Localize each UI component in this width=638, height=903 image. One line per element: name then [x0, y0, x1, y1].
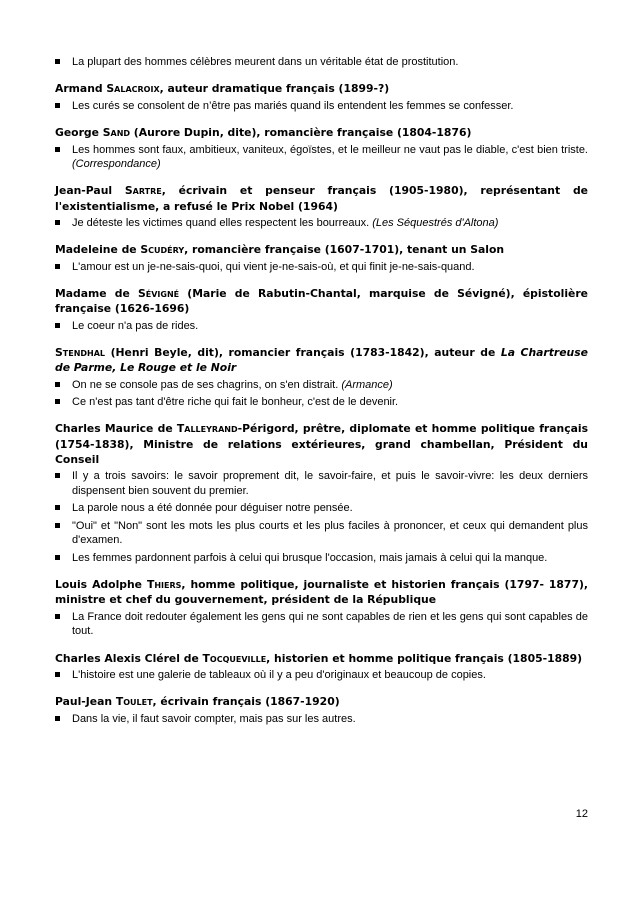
quote-text: La plupart des hommes célèbres meurent dans un véritable état de prostitution.	[72, 56, 459, 68]
heading-segment: Louis Adolphe T	[55, 578, 155, 592]
author-entry-tocqueville	[55, 651, 588, 683]
heading-segment: tendhal	[62, 346, 106, 360]
square-bullet-icon	[55, 382, 60, 387]
document-page	[55, 55, 588, 738]
heading-segment: alleyrand	[184, 422, 238, 436]
author-heading	[55, 286, 588, 316]
quote-text: Le coeur n'a pas de rides.	[72, 319, 199, 332]
quote-text: Je déteste les victimes quand elles respectent les bourreaux.	[72, 217, 373, 230]
heading-segment: -Périgord, prêtre, diplomate et homme politique français (1754-1838), Ministre de relations extérieures, grand chambellan, Président du Conseil	[55, 422, 589, 466]
quote-source: (Correspondance)	[72, 158, 161, 171]
heading-segment: ocqueville	[209, 651, 267, 665]
square-bullet-icon	[55, 59, 60, 64]
heading-segment: La Chartreuse de Parme, Le Rouge et le Noir	[55, 346, 588, 375]
square-bullet-icon	[55, 523, 60, 528]
quote-text: Les femmes pardonnent parfois à celui qui brusque l'occasion, mais jamais à celui qui la manque.	[72, 551, 548, 564]
quote-item	[55, 469, 588, 498]
heading-segment: , écrivain français (1867-1920)	[152, 695, 340, 709]
author-heading	[55, 577, 588, 607]
heading-segment: Armand S	[55, 82, 115, 96]
quote-text: Les hommes sont faux, ambitieux, vaniteux, égoïstes, et le meilleur ne vaut pas le diable, c'est bien triste.	[72, 143, 588, 156]
heading-segment: and	[110, 125, 131, 139]
square-bullet-icon	[55, 323, 60, 328]
heading-segment: Charles Maurice de T	[55, 422, 185, 436]
author-entry-sand	[55, 125, 588, 172]
heading-segment: (Henri Beyle, dit), romancier français (1783-1842), auteur de	[105, 346, 501, 360]
square-bullet-icon	[55, 505, 60, 510]
heading-segment: Charles Alexis Clérel de T	[55, 651, 210, 665]
page-number: 12	[575, 808, 588, 820]
quote-source: (Les Séquestrés d'Altona)	[372, 217, 499, 230]
quote-item	[55, 260, 588, 275]
square-bullet-icon	[55, 147, 60, 152]
quote-item	[55, 610, 588, 639]
square-bullet-icon	[55, 614, 60, 619]
quote-item	[55, 99, 588, 114]
quote-item	[55, 378, 588, 393]
author-heading	[55, 345, 588, 375]
author-entry-prev	[55, 55, 588, 70]
heading-segment: S	[55, 346, 63, 360]
quote-item	[55, 551, 588, 566]
author-entry-sevigne	[55, 286, 588, 333]
author-heading	[55, 81, 588, 96]
heading-segment: (Marie de Rabutin-Chantal, marquise de Sévigné), épistolière française (1626-1696)	[55, 287, 588, 316]
square-bullet-icon	[55, 399, 60, 404]
heading-segment: artre	[132, 184, 162, 198]
author-entry-stendhal	[55, 345, 588, 410]
author-heading	[55, 651, 588, 666]
heading-segment: , homme politique, journaliste et historien français (1797- 1877), ministre et chef du gouvernement, président de la République	[55, 578, 588, 607]
heading-segment: Jean-Paul S	[55, 184, 133, 198]
author-heading	[55, 183, 588, 213]
heading-segment: , romancière française (1607-1701), tenant un Salon	[184, 243, 505, 257]
quote-item	[55, 55, 588, 70]
author-entry-talleyrand	[55, 421, 588, 565]
quote-item	[55, 501, 588, 516]
author-heading	[55, 421, 588, 467]
square-bullet-icon	[55, 103, 60, 108]
author-entry-salacroix	[55, 81, 588, 113]
quote-item	[55, 319, 588, 334]
quote-text: Il y a trois savoirs: le savoir proprement dit, le savoir-faire, et puis le savoir-vivre: les deux derniers dispensent bien souvent du premier.	[72, 470, 588, 498]
heading-segment: évigné	[145, 287, 180, 301]
square-bullet-icon	[55, 672, 60, 677]
heading-segment: cudéry	[148, 243, 185, 257]
heading-segment: Paul-Jean T	[55, 695, 124, 709]
heading-segment: , historien et homme politique français (1805-1889)	[266, 651, 583, 665]
quote-text: La France doit redouter également les gens qui ne sont capables de rien et les gens qui sont capables de tout.	[72, 610, 588, 638]
heading-segment: alacroix	[114, 82, 160, 96]
quote-item	[55, 143, 588, 172]
author-entry-toulet	[55, 694, 588, 726]
quote-text: Ce n'est pas tant d'être riche qui fait le bonheur, c'est de le devenir.	[72, 396, 399, 409]
quote-item	[55, 216, 588, 231]
quote-text: On ne se console pas de ses chagrins, on s'en distrait.	[72, 378, 342, 391]
author-entry-scudery	[55, 242, 588, 274]
quote-text: Les curés se consolent de n’être pas mariés quand ils entendent les femmes se confesser.	[72, 99, 514, 112]
quote-text: "Oui" et "Non" sont les mots les plus courts et les plus faciles à prononcer, et ceux qui demandent plus d'examen.	[72, 519, 588, 547]
author-entry-sartre	[55, 183, 588, 230]
quote-source: (Armance)	[341, 378, 393, 391]
heading-segment: Madeleine de S	[55, 243, 149, 257]
quote-list	[55, 55, 588, 727]
heading-segment: (Aurore Dupin, dite), romancière française (1804-1876)	[130, 125, 472, 139]
quote-item	[55, 668, 588, 683]
quote-text: La parole nous a été donnée pour déguiser notre pensée.	[72, 502, 353, 515]
heading-segment: , écrivain et penseur français (1905-1980), représentant de l'existentialisme, a refusé le Prix Nobel (1964)	[55, 184, 589, 213]
heading-segment: hiers	[154, 578, 182, 592]
heading-segment: oulet	[123, 695, 153, 709]
heading-segment: , auteur dramatique français (1899-?)	[159, 82, 390, 96]
heading-segment: George S	[55, 125, 111, 139]
quote-text: L'amour est un je-ne-sais-quoi, qui vient je-ne-sais-où, et qui finit je-ne-sais-quand.	[72, 260, 475, 273]
author-heading	[55, 242, 588, 257]
quote-item	[55, 519, 588, 548]
quote-text: L'histoire est une galerie de tableaux où il y a peu d'originaux et beaucoup de copies.	[72, 669, 486, 682]
quote-text: Dans la vie, il faut savoir compter, mais pas sur les autres.	[72, 712, 356, 725]
heading-segment: Madame de S	[55, 287, 146, 301]
square-bullet-icon	[55, 716, 60, 721]
quote-item	[55, 712, 588, 727]
square-bullet-icon	[55, 473, 60, 478]
square-bullet-icon	[55, 220, 60, 225]
quote-item	[55, 395, 588, 410]
square-bullet-icon	[55, 555, 60, 560]
square-bullet-icon	[55, 264, 60, 269]
author-heading	[55, 694, 588, 709]
author-entry-thiers	[55, 577, 588, 639]
author-heading	[55, 125, 588, 140]
